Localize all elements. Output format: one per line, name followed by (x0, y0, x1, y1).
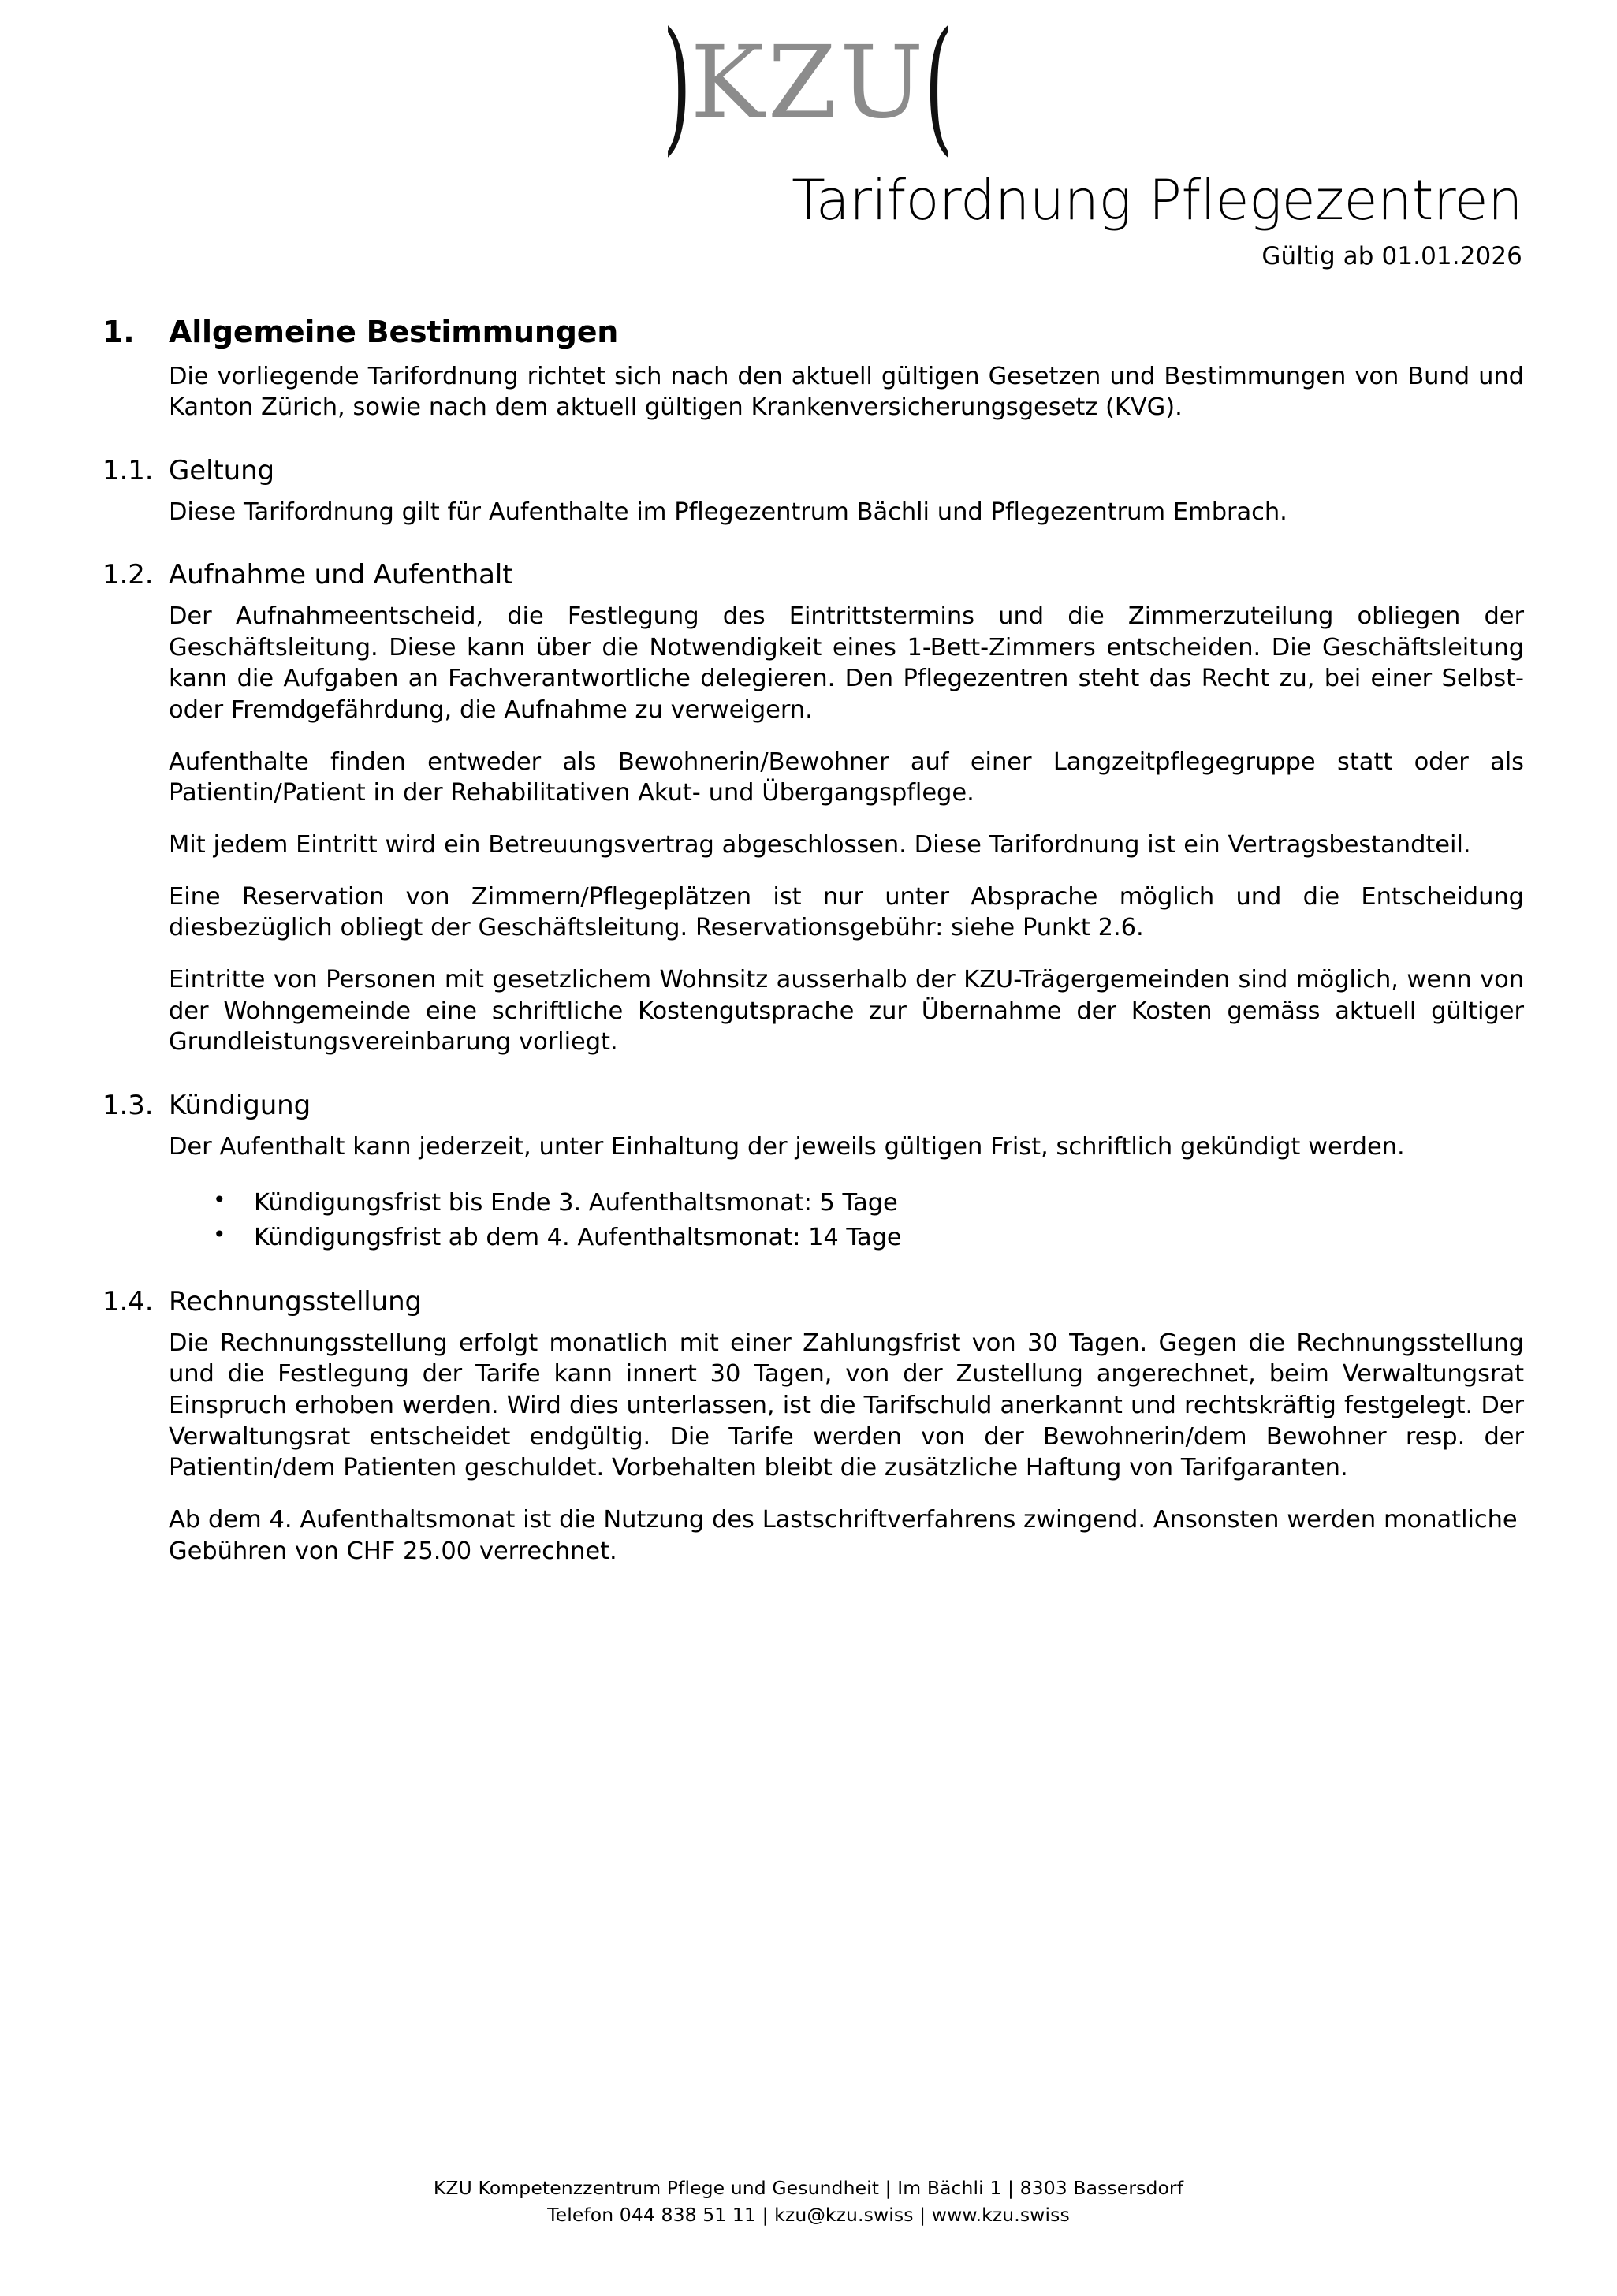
paragraph: Aufenthalte finden entweder als Bewohnerin/Bewohner auf einer Langzeitpflegegruppe statt oder als Patientin/Patient in der Rehabilitativen Akut- und Übergangspflege. (169, 747, 1524, 807)
footer-contact-line: Telefon 044 838 51 11 | kzu@kzu.swiss | www.kzu.swiss (547, 2203, 1070, 2226)
page-footer (0, 2175, 1617, 2228)
page-subtitle: Gültig ab 01.01.2026 (1261, 241, 1522, 270)
section-number: 1.3. (102, 1089, 154, 1121)
section-body-1-4 (93, 1328, 1524, 1567)
section-title: Allgemeine Bestimmungen (169, 314, 619, 349)
section-title: Rechnungsstellung (169, 1285, 423, 1318)
footer-address-line: KZU Kompetenzzentrum Pflege und Gesundheit | Im Bächli 1 | 8303 Bassersdorf (433, 2177, 1184, 2200)
section-title: Aufnahme und Aufenthalt (169, 559, 513, 591)
kzu-logo (654, 2, 963, 170)
page-title: Tarifordnung Pflegezentren (792, 168, 1522, 233)
section-number: 1.1. (102, 454, 154, 486)
paragraph: Die vorliegende Tarifordnung richtet sich nach den aktuell gültigen Gesetzen und Bestimmungen von Bund und Kanton Zürich, sowie nach dem aktuell gültigen Krankenversicherungsgesetz (KVG). (169, 362, 1524, 422)
paragraph: Ab dem 4. Aufenthaltsmonat ist die Nutzung des Lastschriftverfahrens zwingend. Ansonsten werden monatliche Gebühren von CHF 25.00 verrechnet. (169, 1505, 1518, 1565)
section-title: Kündigung (169, 1089, 311, 1121)
paragraph: Eine Reservation von Zimmern/Pflegeplätzen ist nur unter Absprache möglich und die Entscheidung diesbezüglich obliegt der Geschäftsleitung. Reservationsgebühr: siehe Punkt 2.6. (169, 882, 1524, 942)
section-body-1-1 (93, 497, 1524, 528)
section-body-1 (93, 361, 1524, 423)
section-heading-1-1 (93, 455, 1524, 487)
list-item: • Kündigungsfrist bis Ende 3. Aufenthaltsmonat: 5 Tage (213, 1186, 1524, 1220)
section-title: Geltung (169, 454, 275, 486)
logo-right-paren-icon: ( (924, 2, 955, 170)
paragraph: Eintritte von Personen mit gesetzlichem Wohnsitz ausserhalb der KZU-Trägergemeinden sind möglich, wenn von der Wohngemeinde eine schriftliche Kostengutsprache zur Übernahme der Kosten gemäss aktuell gültiger Grundleistungsvereinbarung vorliegt. (169, 965, 1524, 1057)
logo-left-paren-icon: ) (662, 2, 693, 170)
paragraph: Mit jedem Eintritt wird ein Betreuungsvertrag abgeschlossen. Diese Tarifordnung ist ein Vertragsbestandteil. (169, 830, 1471, 859)
paragraph: Der Aufnahmeentscheid, die Festlegung des Eintrittstermins und die Zimmerzuteilung obliegen der Geschäftsleitung. Diese kann über die Notwendigkeit eines 1-Bett-Zimmers entscheiden. Die Geschäftsleitung kann die Aufgaben an Fachverantwortliche delegieren. Den Pflegezentren steht das Recht zu, bei einer Selbst- oder Fremdgefährdung, die Aufnahme zu verweigern. (169, 602, 1524, 725)
document-content (93, 315, 1524, 1567)
paragraph: Diese Tarifordnung gilt für Aufenthalte im Pflegezentrum Bächli und Pflegezentrum Embrach. (169, 498, 1287, 526)
section-number: 1.4. (102, 1285, 154, 1318)
section-body-1-2 (93, 601, 1524, 1058)
bullet-list (169, 1186, 1524, 1254)
paragraph: Der Aufenthalt kann jederzeit, unter Einhaltung der jeweils gültigen Frist, schriftlich gekündigt werden. (169, 1132, 1405, 1161)
section-number: 1. (102, 314, 135, 349)
section-heading-1-2 (93, 559, 1524, 591)
section-body-1-3 (93, 1131, 1524, 1254)
list-item: • Kündigungsfrist ab dem 4. Aufenthaltsmonat: 14 Tage (213, 1221, 1524, 1254)
section-number: 1.2. (102, 559, 154, 591)
section-heading-1-4 (93, 1286, 1524, 1318)
paragraph: Die Rechnungsstellung erfolgt monatlich mit einer Zahlungsfrist von 30 Tagen. Gegen die Rechnungsstellung und die Festlegung der Tarife kann innert 30 Tagen, von der Zustellung angerechnet, beim Verwaltungsrat Einspruch erhoben werden. Wird dies unterlassen, ist die Tarifschuld anerkannt und rechtskräftig festgelegt. Der Verwaltungsrat entscheidet endgültig. Die Tarife werden von der Bewohnerin/dem Bewohner resp. der Patientin/dem Patienten geschuldet. Vorbehalten bleibt die zusätzliche Haftung von Tarifgaranten. (169, 1329, 1524, 1482)
section-heading-1 (93, 315, 1524, 350)
logo-header (93, 0, 1524, 170)
section-heading-1-3 (93, 1090, 1524, 1122)
title-block (93, 168, 1524, 270)
logo-letters: KZU (690, 24, 927, 140)
